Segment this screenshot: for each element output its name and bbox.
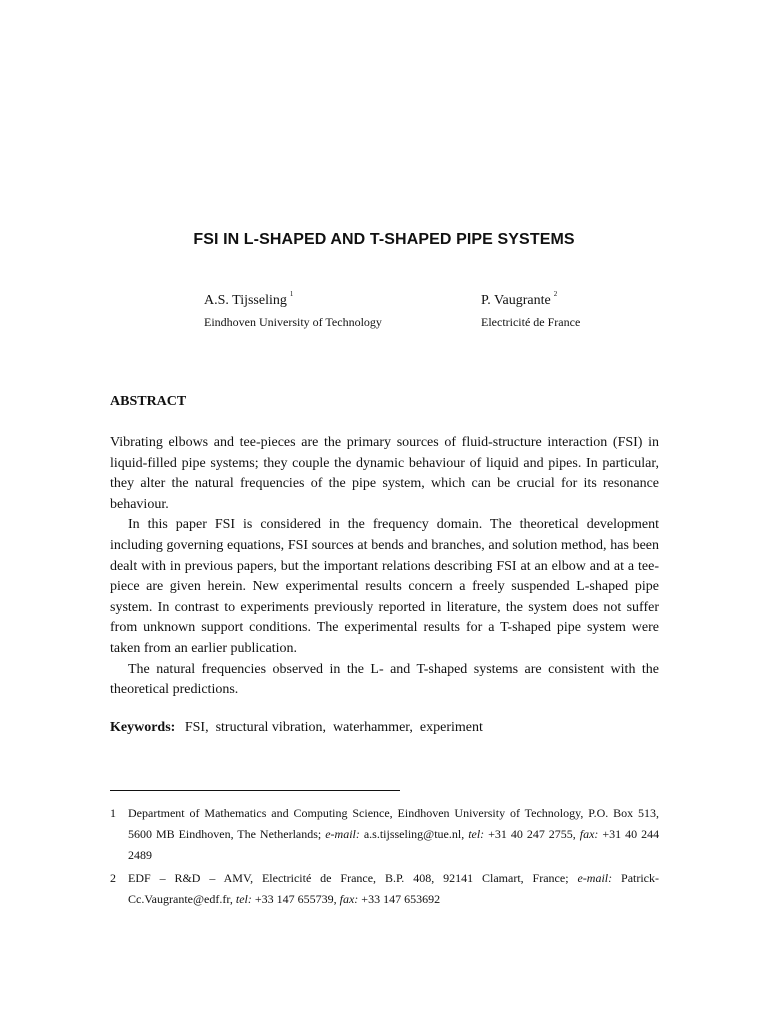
footnote-fax-label: fax: bbox=[339, 892, 359, 906]
keyword: experiment bbox=[419, 720, 483, 735]
keyword: FSI , bbox=[185, 720, 216, 735]
author-affiliation: Electricité de France bbox=[481, 315, 581, 329]
keyword: structural vibration , bbox=[216, 720, 333, 735]
footnote-divider bbox=[110, 790, 400, 791]
footnote bbox=[110, 803, 659, 866]
author-name: P. Vaugrante $^2$ bbox=[481, 290, 558, 308]
abstract-paragraph: The natural frequencies observed in the L- and T-shaped systems are consistent with the theoretical predictions. bbox=[110, 661, 659, 698]
footnote-email: Patrick-Cc.Vaugrante@edf.fr, bbox=[128, 871, 660, 906]
keywords bbox=[110, 720, 483, 736]
footnote-tel: +33 147 655739, bbox=[254, 892, 337, 906]
footnote-email-label: e-mail: bbox=[325, 827, 360, 841]
footnote-tel: +31 40 247 2755, bbox=[488, 827, 576, 841]
abstract-heading: ABSTRACT bbox=[110, 394, 187, 409]
keywords-label: Keywords: bbox=[110, 720, 176, 735]
abstract-paragraph: In this paper FSI is considered in the frequency domain. The theoretical development including governing equations, FSI sources at bends and branches, and solution method, has been dealt with in previous papers, but the important relations describing FSI at an elbow and at a tee-piece are given herein. New experimental results concern a freely suspended L-shaped pipe system. In contrast to experiments previously reported in literature, the system does not suffer from unknown support conditions. The experimental results for a T-shaped pipe system were taken from an earlier publication. bbox=[110, 517, 659, 656]
footnote-email-label: e-mail: bbox=[577, 871, 613, 885]
footnotes bbox=[110, 803, 659, 912]
author-name: A.S. Tijsseling $^1$ bbox=[204, 290, 294, 308]
author-affiliation: Eindhoven University of Technology bbox=[204, 315, 382, 329]
author-footnote-mark: 1 bbox=[289, 290, 294, 298]
footnote bbox=[110, 868, 659, 910]
author-block bbox=[204, 290, 382, 330]
footnote-number: 2 bbox=[110, 871, 116, 885]
footnote-tel-label: tel: bbox=[235, 892, 252, 906]
author-footnote-mark: 2 bbox=[553, 290, 558, 298]
footnote-fax: +31 40 244 2489 bbox=[128, 827, 660, 862]
author-block bbox=[481, 290, 580, 330]
abstract-paragraph: Vibrating elbows and tee-pieces are the primary sources of fluid-structure interaction (FSI) in liquid-filled pipe systems; they couple the dynamic behaviour of liquid and pipes. In particular, they alter the natural frequencies of the pipe system, which can be crucial for its resonance behaviour. bbox=[110, 435, 659, 512]
footnote-fax-label: fax: bbox=[579, 827, 599, 841]
footnote-text: EDF – R&D – AMV, Electricité de France, B.P. 408, 92141 Clamart, France; bbox=[128, 871, 569, 885]
footnote-email: a.s.tijsseling@tue.nl, bbox=[363, 827, 465, 841]
abstract-body bbox=[110, 433, 659, 701]
paper-title: FSI IN L-SHAPED AND T-SHAPED PIPE SYSTEMS bbox=[193, 231, 575, 248]
footnote-tel-label: tel: bbox=[468, 827, 485, 841]
footnote-number: 1 bbox=[110, 806, 116, 820]
keyword: waterhammer , bbox=[333, 720, 420, 735]
footnote-fax: +33 147 653692 bbox=[361, 892, 441, 906]
footnote-text: Department of Mathematics and Computing Science, Eindhoven University of Technology, P.O. Box 513, 5600 MB Eindhoven, The Netherlands; bbox=[128, 806, 659, 841]
